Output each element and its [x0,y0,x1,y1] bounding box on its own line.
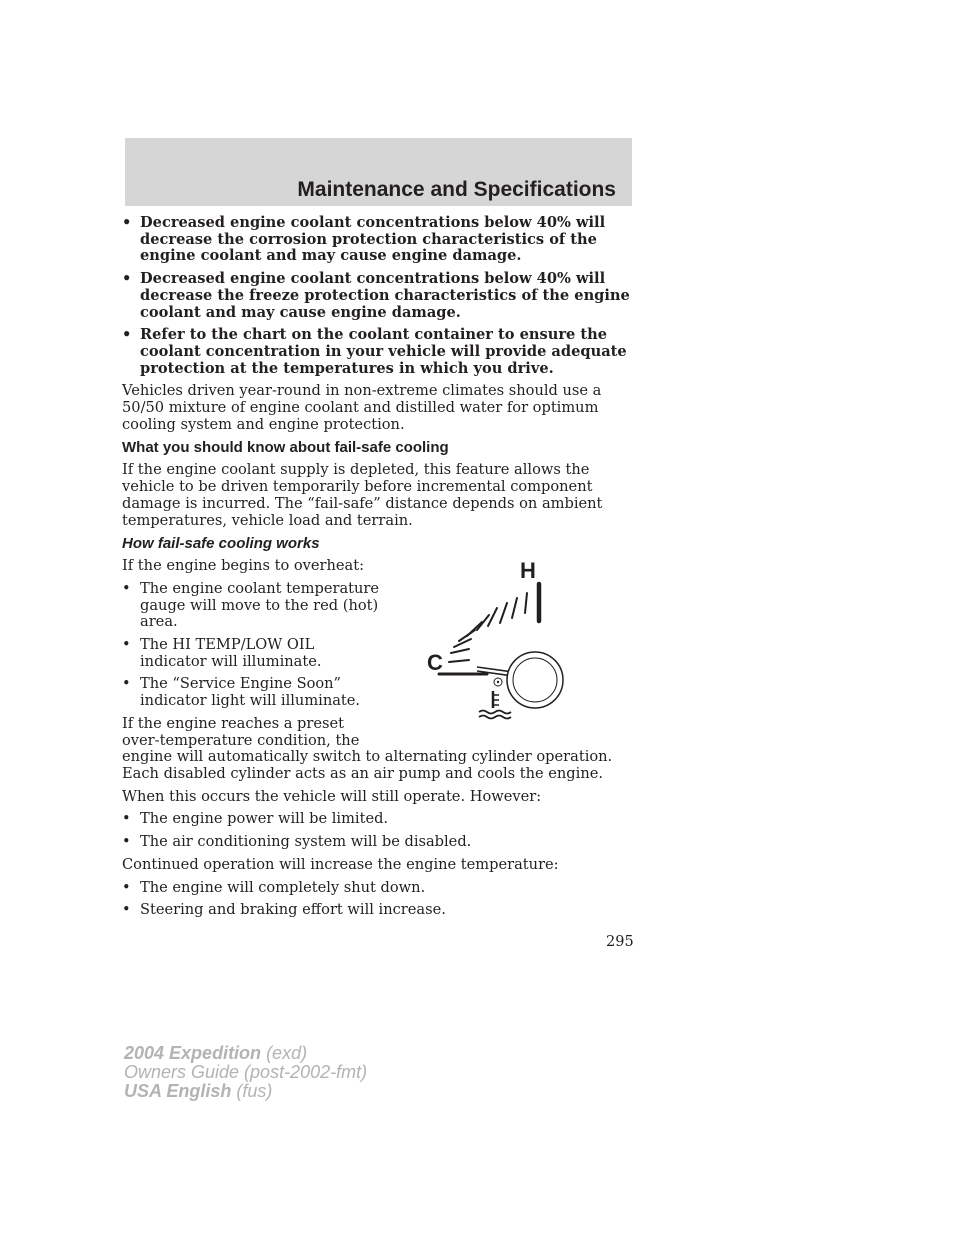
gauge-tick [459,630,475,641]
coolant-temperature-icon [479,691,511,719]
document-footer [124,1044,367,1101]
list-item: • The HI TEMP/LOW OIL indicator will illuminate. [122,636,322,670]
failsafe-heading: What you should know about fail-safe cooling [122,439,449,457]
bullet-icon: • [122,901,131,919]
page-number: 295 [606,934,634,950]
coolant-temperature-gauge [427,560,567,720]
overheat-list [122,581,384,749]
bullet-icon: • [122,833,131,851]
continued-operation-paragraph: Continued operation will increase the engine temperature: [122,855,559,873]
gauge-tick [454,639,471,647]
footer-line-2: Owners Guide (post-2002-fmt) [124,1062,368,1082]
section-header [125,138,632,206]
list-item: • The air conditioning system will be disabled. [122,833,472,851]
list-item: • Refer to the chart on the coolant container to ensure the coolant concentration in your vehicle will provide adequate protection at the temperatures in which you drive. [122,326,627,377]
gauge-tick [477,615,489,630]
bullet-icon: • [122,579,131,597]
gauge-pivot-center [497,681,499,683]
overheat-intro: If the engine begins to overheat: [122,557,365,575]
bullet-icon: • [122,214,132,231]
mixture-paragraph: Vehicles driven year-round in non-extreme climates should use a 50/50 mixture of engine coolant and distilled water for optimum cooling system and engine protection. [122,382,602,433]
gauge-cold-label: C [427,650,443,675]
bullet-icon: • [122,878,131,896]
bullet-icon: • [122,270,132,288]
list-item: • Decreased engine coolant concentrations below 40% will decrease the corrosion protection characteristics of the engine coolant and may cause engine damage. [122,214,606,265]
failsafe-paragraph: If the engine coolant supply is depleted, this feature allows the vehicle to be driven temporarily before incremental component damage is incurred. The “fail-safe” distance depends on ambient temperatures, vehicle load and terrain. [122,461,603,529]
gauge-hub [507,652,563,708]
works-heading: How fail-safe cooling works [122,535,320,553]
gauge-tick [500,603,507,623]
section-title: Maintenance and Specifications [297,178,616,201]
gauge-tick [512,598,517,618]
footer-line-3: USA English (fus) [124,1081,273,1101]
list-item: • Steering and braking effort will increase. [122,901,446,919]
preset-paragraph-rest: engine will automatically switch to alternating cylinder operation. Each disabled cylinder acts as an air pump and cools the engine. [122,748,613,782]
still-operate-paragraph: When this occurs the vehicle will still operate. However: [122,787,542,805]
bullet-icon: • [122,636,131,654]
list-item: • The engine power will be limited. [122,810,389,828]
bullet-icon: • [122,326,132,344]
gauge-tick [525,593,527,613]
preset-paragraph-start: If the engine reaches a preset over-temperature condition, the [122,714,360,749]
gauge-tick [488,608,497,626]
gauge-tick [451,649,469,653]
footer-line-1: 2004 Expedition (exd) [124,1043,308,1063]
gauge-tick [449,660,469,662]
list-item: • The engine coolant temperature gauge will move to the red (hot) area. [122,579,380,631]
list-item: • The engine will completely shut down. [122,878,426,896]
list-item: • Decreased engine coolant concentrations below 40% will decrease the freeze protection characteristics of the engine coolant and may cause engine damage. [122,270,630,321]
gauge-hot-label: H [520,560,536,583]
bullet-icon: • [122,675,131,693]
bullet-icon: • [122,810,131,828]
list-item: • The “Service Engine Soon” indicator light will illuminate. [122,675,361,710]
